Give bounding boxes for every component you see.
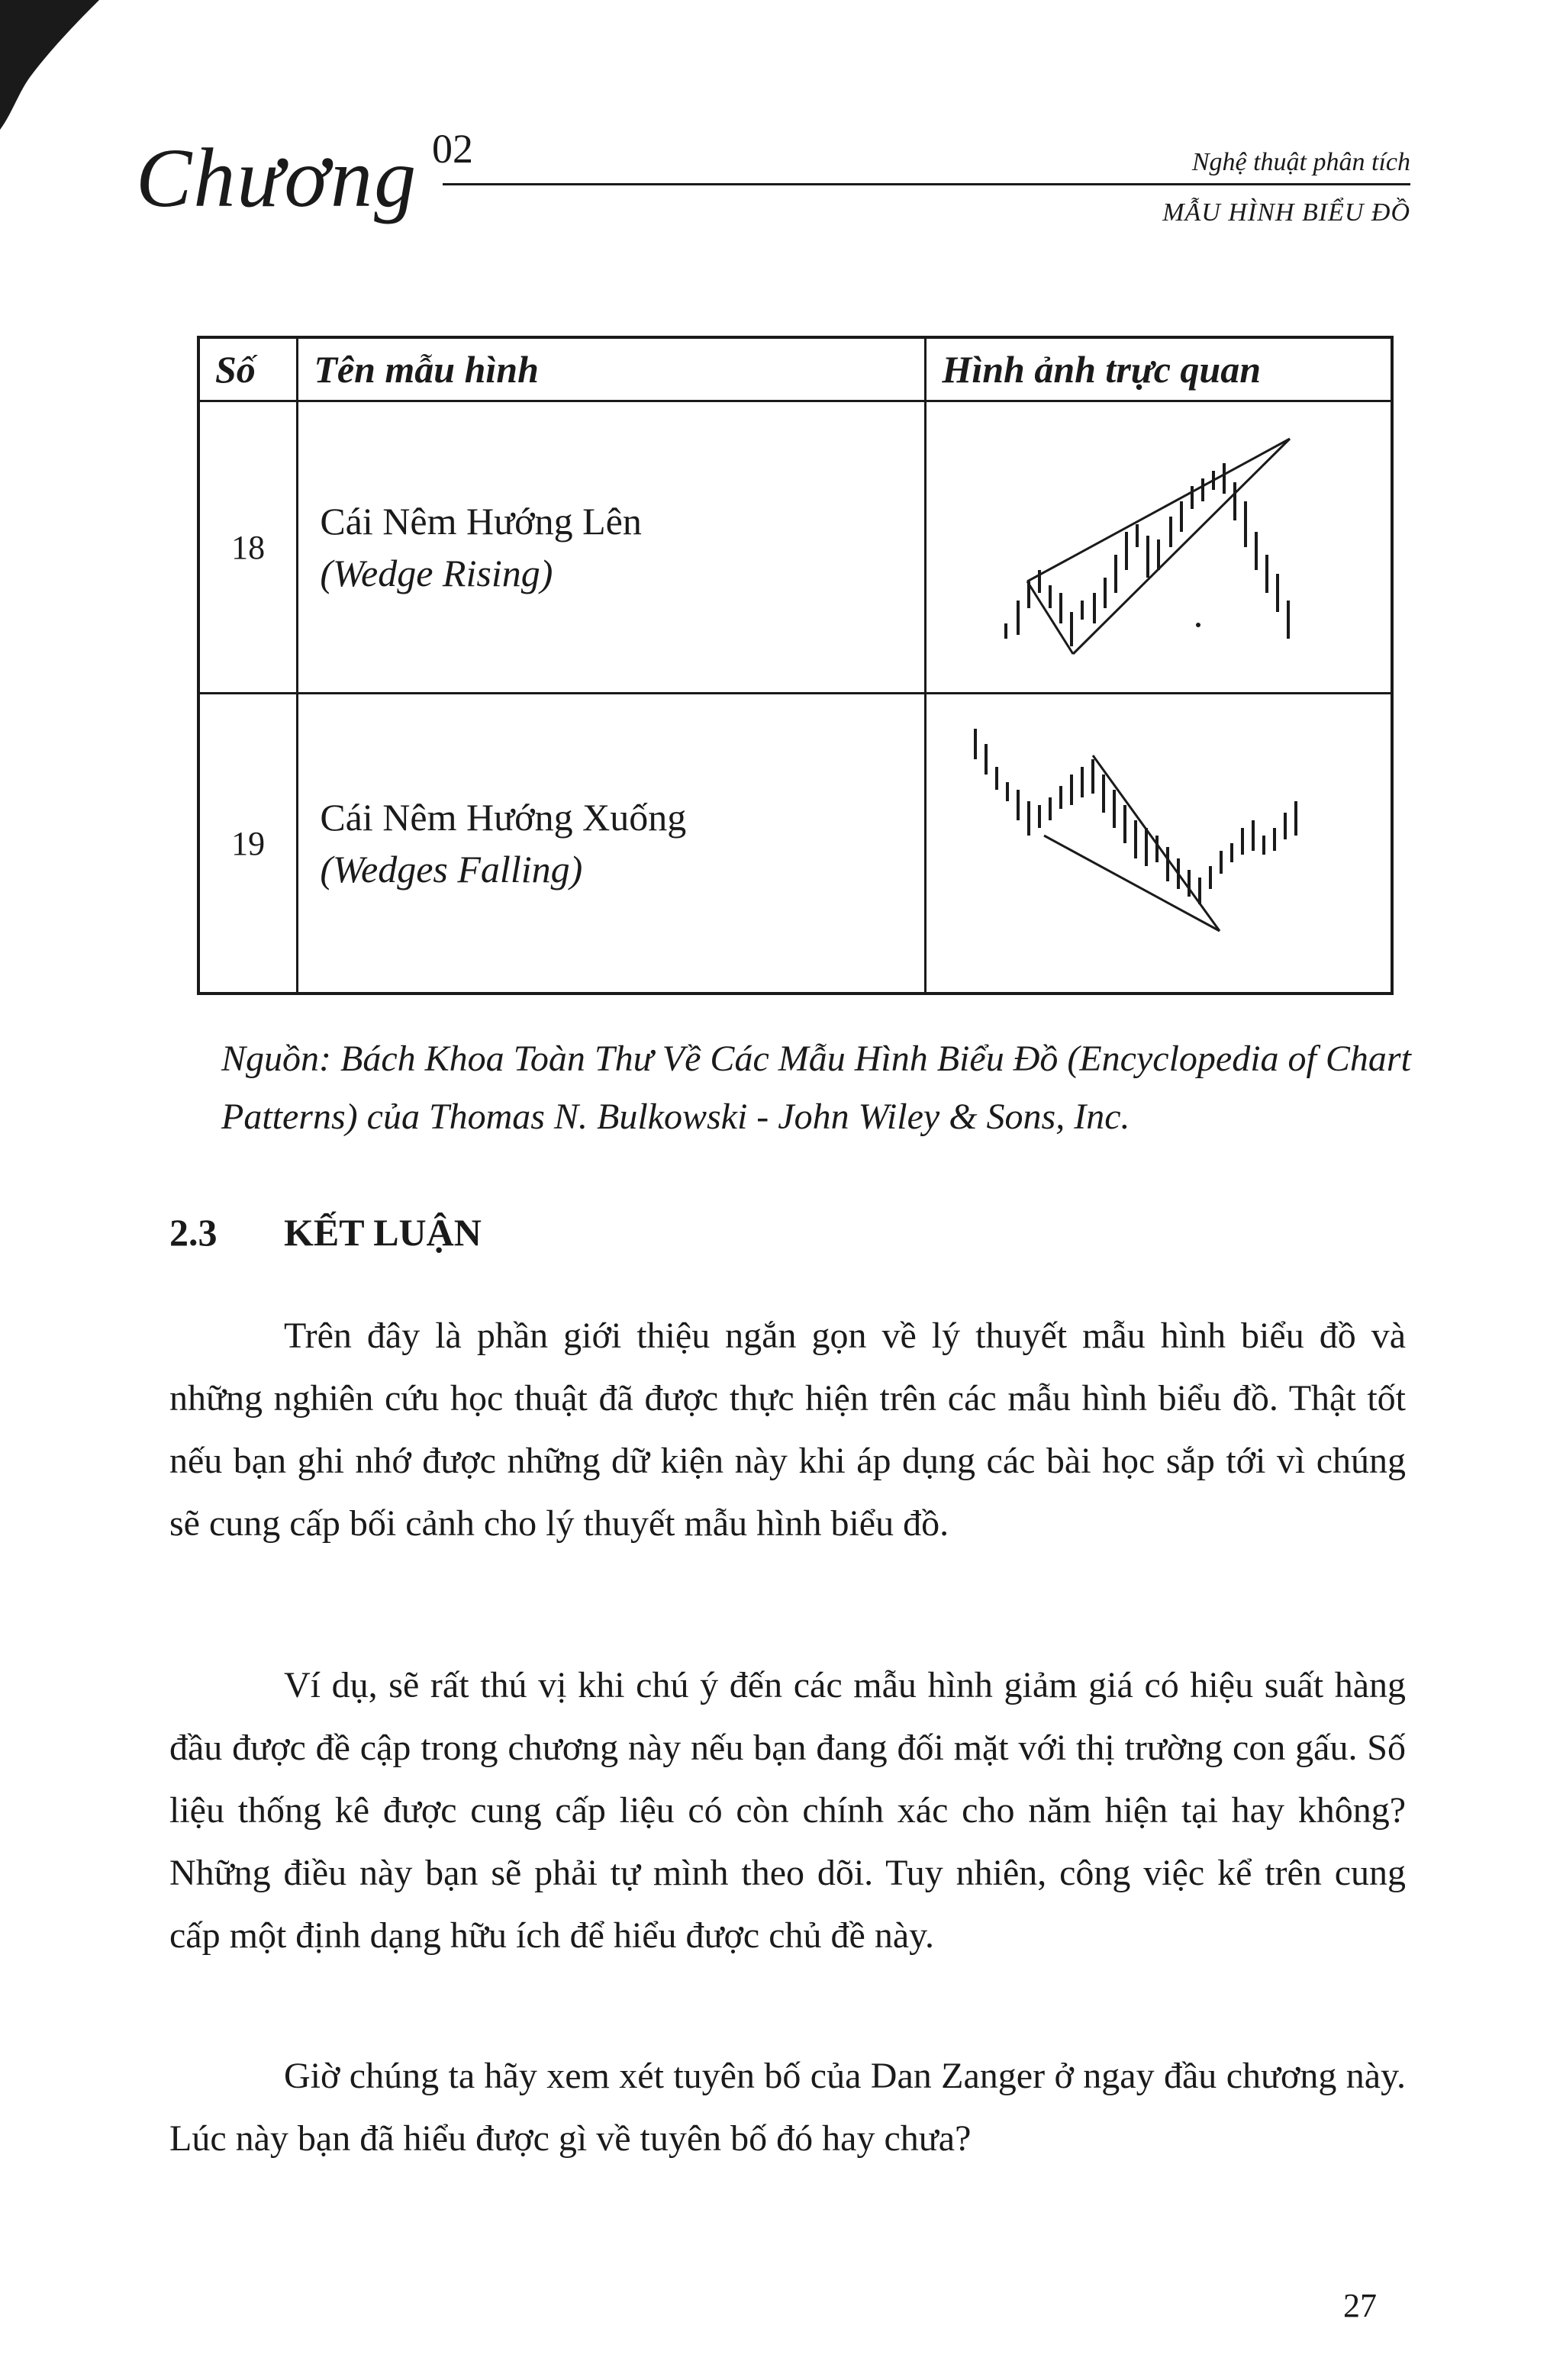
page-number: 27	[1343, 2287, 1377, 2324]
pattern-name-en: (Wedge Rising)	[320, 552, 553, 594]
section-heading	[169, 1211, 482, 1254]
source-citation: Nguồn: Bách Khoa Toàn Thư Về Các Mẫu Hình Biểu Đồ (Encyclopedia of Chart Patterns) của Thomas N. Bulkowski - John Wiley & Sons, Inc.	[221, 1039, 1411, 1137]
column-header-name: Tên mẫu hình	[298, 337, 926, 401]
chapter-title: Chương	[136, 131, 418, 224]
pattern-name-en: (Wedges Falling)	[320, 848, 583, 890]
body-paragraph	[169, 2045, 1406, 2170]
pattern-name-vi: Cái Nêm Hướng Xuống	[320, 796, 687, 839]
chapter-number: 02	[432, 126, 473, 172]
header-rule	[443, 183, 1410, 185]
falling-wedge-pattern-icon	[945, 713, 1372, 973]
pattern-image-cell	[926, 694, 1392, 994]
table-row	[198, 694, 1392, 994]
rising-wedge-pattern-icon	[945, 417, 1372, 677]
paragraph-text: Trên đây là phần giới thiệu ngắn gọn về lý thuyết mẫu hình biểu đồ và những nghiên cứu học thuật đã được thực hiện trên các mẫu hình biểu đồ. Thật tốt nếu bạn ghi nhớ được những dữ kiện này khi áp dụng các bài học sắp tới vì chúng sẽ cung cấp bối cảnh cho lý thuyết mẫu hình biểu đồ.	[169, 1316, 1406, 1544]
book-subtitle-line2: MẪU HÌNH BIỂU ĐỒ	[1162, 198, 1410, 227]
column-header-image: Hình ảnh trực quan	[926, 337, 1392, 401]
pattern-number: 19	[198, 694, 298, 994]
column-header-number: Số	[198, 337, 298, 401]
body-paragraph	[169, 1654, 1406, 1967]
section-title: KẾT LUẬN	[284, 1211, 482, 1254]
pattern-number: 18	[198, 401, 298, 694]
book-subtitle-line1: Nghệ thuật phân tích	[1191, 148, 1410, 176]
pattern-image-cell	[926, 401, 1392, 694]
pattern-name-vi: Cái Nêm Hướng Lên	[320, 500, 642, 543]
pattern-table	[197, 336, 1394, 995]
paragraph-text: Ví dụ, sẽ rất thú vị khi chú ý đến các mẫu hình giảm giá có hiệu suất hàng đầu được đề cập trong chương này nếu bạn đang đối mặt với thị trường con gấu. Số liệu thống kê được cung cấp liệu có còn chính xác cho năm hiện tại hay không? Những điều này bạn sẽ phải tự mình theo dõi. Tuy nhiên, công việc kể trên cung cấp một định dạng hữu ích để hiểu được chủ đề này.	[169, 1665, 1406, 1956]
paragraph-text: Giờ chúng ta hãy xem xét tuyên bố của Dan Zanger ở ngay đầu chương này. Lúc này bạn đã hiểu được gì về tuyên bố đó hay chưa?	[169, 2056, 1406, 2159]
scan-corner-mark	[0, 0, 99, 130]
table-header-row	[198, 337, 1392, 401]
body-paragraph	[169, 1305, 1406, 1555]
pattern-name-cell	[298, 694, 926, 994]
pattern-name-cell	[298, 401, 926, 694]
section-number: 2.3	[169, 1211, 218, 1254]
table-row	[198, 401, 1392, 694]
